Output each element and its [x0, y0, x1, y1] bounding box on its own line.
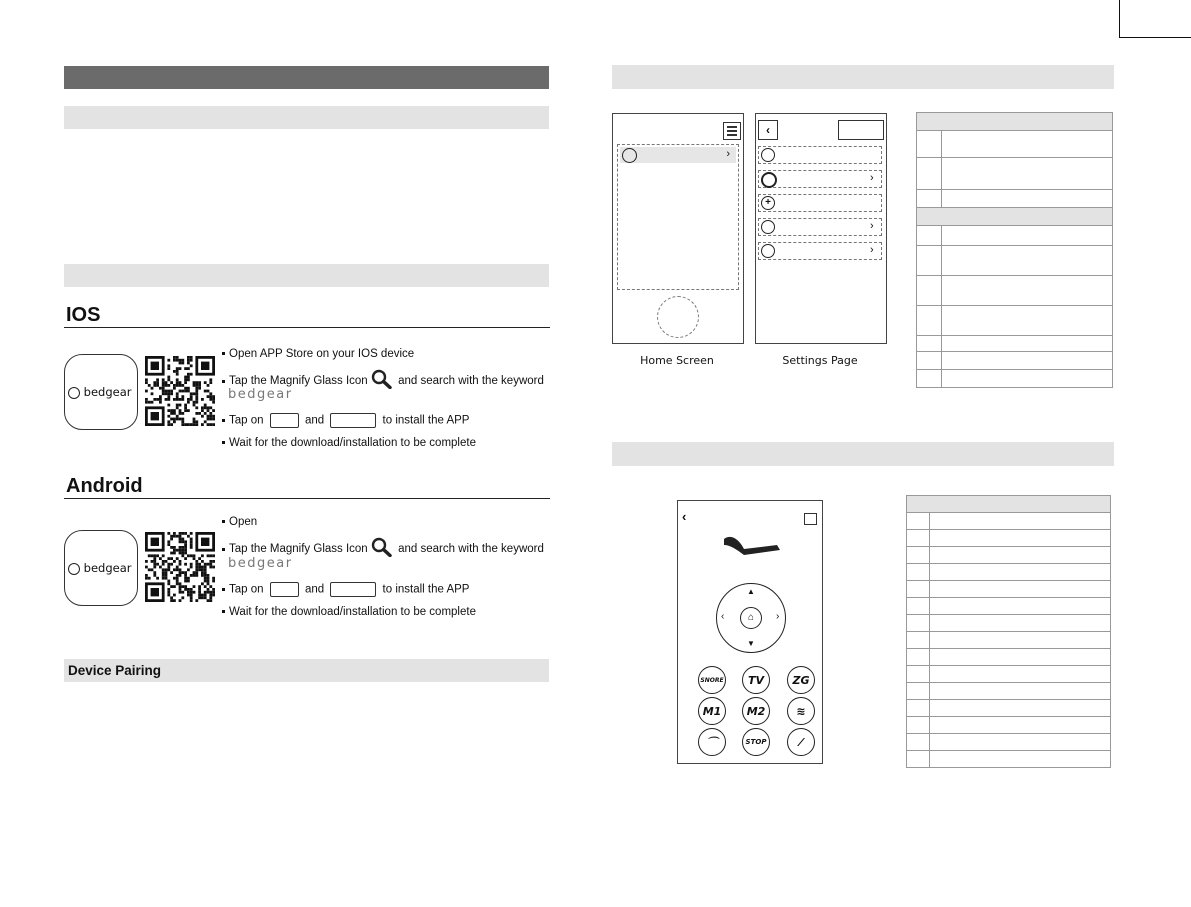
stop-button[interactable]: STOP [742, 728, 770, 756]
android-heading: Android [66, 475, 143, 497]
zg-button[interactable]: ZG [787, 666, 815, 694]
home-device-row [620, 147, 736, 163]
m1-button[interactable]: M1 [698, 697, 726, 725]
app-tile-label: bedgear [83, 561, 132, 575]
ios-rule [64, 327, 550, 328]
settings-lock-row [758, 146, 882, 164]
device-pairing-bar [64, 659, 549, 682]
light-icon: ≋ [796, 704, 806, 718]
menu-icon [723, 122, 741, 140]
install-button-box [330, 582, 376, 597]
settings-page-phone [755, 113, 887, 344]
arrow-down-icon[interactable]: ▼ [747, 639, 755, 648]
search-icon [371, 537, 395, 561]
device-pairing-heading: Device Pairing [68, 663, 162, 678]
ios-heading: IOS [66, 304, 101, 326]
remote-legend-table [906, 495, 1111, 768]
settings-header-box [838, 120, 884, 140]
app-tile-label: bedgear [83, 385, 132, 399]
remote-screen-phone [677, 500, 823, 764]
settings-legend-table [916, 112, 1113, 388]
ios-step-3: Tap on and to install the APP [222, 413, 469, 428]
subsection-bar-2 [64, 264, 549, 287]
back-icon: ‹ [758, 120, 778, 140]
section-header-bar [64, 66, 549, 89]
ios-keyword-logo: bedgear [228, 387, 293, 402]
android-step-1: Open [222, 515, 257, 529]
chevron-right-icon: › [870, 172, 874, 184]
home-icon[interactable]: ⌂ [740, 607, 762, 629]
flashlight-button[interactable] [787, 728, 815, 756]
gear-icon [761, 172, 777, 188]
home-screen-caption: Home Screen [640, 354, 714, 367]
plus-icon: + [761, 196, 775, 210]
install-button-box [330, 413, 376, 428]
ios-qr-code [145, 356, 215, 426]
m2-button[interactable]: M2 [742, 697, 770, 725]
light-button[interactable] [787, 697, 815, 725]
home-device-area [617, 144, 739, 290]
back-icon: ‹ [682, 509, 687, 524]
lock-icon [761, 148, 775, 162]
right-section-bar-1 [612, 65, 1114, 89]
bed-icon [622, 148, 637, 163]
ios-step-1: Open APP Store on your IOS device [222, 347, 414, 361]
arrow-left-icon[interactable]: ‹ [721, 611, 725, 622]
android-app-icon [64, 530, 138, 606]
settings-wrench-row [758, 242, 882, 260]
direction-pad[interactable] [716, 583, 786, 653]
android-rule [64, 498, 550, 499]
right-section-bar-2 [612, 442, 1114, 466]
chevron-right-icon: › [726, 148, 730, 160]
tv-button[interactable]: TV [742, 666, 770, 694]
home-screen-phone [612, 113, 744, 344]
arrow-right-icon[interactable]: › [776, 611, 780, 622]
subsection-bar-1 [64, 106, 549, 129]
flashlight-icon: ⁄ [800, 735, 802, 749]
bed-position-icon [722, 531, 782, 557]
chevron-right-icon: › [870, 244, 874, 256]
ios-step-2: Tap the Magnify Glass Icon and search with the keyword [222, 369, 544, 393]
bedgear-logo-icon [68, 563, 80, 575]
bedgear-logo-icon [68, 387, 80, 399]
ios-step-4: Wait for the download/installation to be complete [222, 436, 476, 450]
massage-button[interactable] [698, 728, 726, 756]
menu-icon [804, 513, 817, 525]
top-rule-right [1119, 37, 1191, 38]
massage-icon: ⌒ [706, 736, 718, 749]
arrow-up-icon[interactable]: ▲ [747, 587, 755, 596]
android-step-2: Tap the Magnify Glass Icon and search with the keyword [222, 537, 544, 561]
search-icon [371, 369, 395, 393]
android-step-4: Wait for the download/installation to be complete [222, 605, 476, 619]
get-button-box [270, 582, 299, 597]
snore-button[interactable]: SNORE [698, 666, 726, 694]
ios-app-icon [64, 354, 138, 430]
android-keyword-logo: bedgear [228, 556, 293, 571]
share-icon [761, 220, 775, 234]
settings-plus-row [758, 194, 882, 212]
wrench-icon [761, 244, 775, 258]
top-rule [1119, 0, 1120, 38]
android-step-3: Tap on and to install the APP [222, 582, 469, 597]
get-button-box [270, 413, 299, 428]
settings-share-row [758, 218, 882, 236]
home-button [657, 296, 699, 338]
chevron-right-icon: › [870, 220, 874, 232]
settings-page-caption: Settings Page [782, 354, 858, 367]
android-qr-code [145, 532, 215, 602]
